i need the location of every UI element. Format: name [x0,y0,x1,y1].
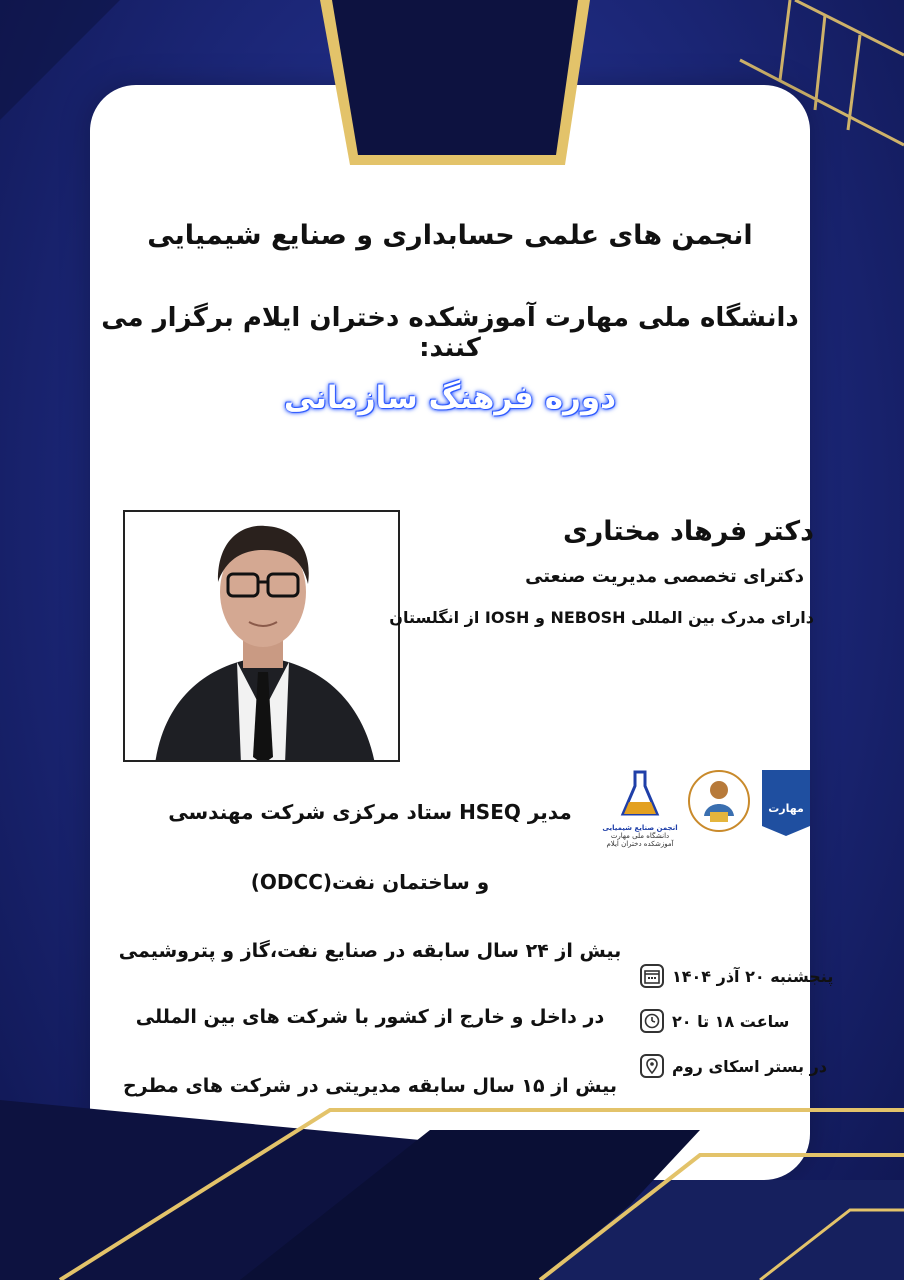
university-logo [760,768,812,858]
chem-logo-line3: آموزشکده دختران ایلام [606,840,674,848]
speaker-certificates: دارای مدرک بین المللی NEBOSH و IOSH از انگلستان [389,608,814,627]
chem-logo-line1: انجمن صنایع شیمیایی [602,824,678,832]
speaker-degree: دکترای تخصصی مدیریت صنعتی [525,566,804,587]
bio-line-5: بیش از ۱۵ سال سابقه مدیریتی در شرکت های مطرح [122,1075,618,1097]
top-ribbon [320,0,590,175]
bio-line-4: در داخل و خارج از کشور با شرکت های بین المللی [135,1006,605,1028]
location-pin-icon [640,1054,664,1078]
course-title: دوره فرهنگ سازمانی [283,380,617,416]
girls-college-logo [688,768,750,858]
host-heading: دانشگاه ملی مهارت آموزشکده دختران ایلام برگزار می کنند: [101,303,799,363]
chem-logo-line2: دانشگاه ملی مهارت [610,832,670,840]
bio-line-3: بیش از ۲۴ سال سابقه در صنایع نفت،گاز و پتروشیمی [118,940,622,962]
event-date-row [640,960,833,992]
event-time-row [640,1005,789,1037]
bio-line-1: مدیر HSEQ ستاد مرکزی شرکت مهندسی [168,800,572,824]
bio-line-2: و ساختمان نفت(ODCC) [250,870,490,894]
speaker-name: دکتر فرهاد مختاری [563,516,814,547]
svg-text:مهارت: مهارت [768,802,804,815]
calendar-icon [640,964,664,988]
event-location-row [640,1050,827,1082]
event-location: در بستر اسکای روم [672,1056,827,1076]
clock-icon [640,1009,664,1033]
logo-strip [600,768,810,868]
speaker-photo [123,510,400,762]
event-date: پنجشنبه ۲۰ آذر ۱۴۰۴ [672,966,834,986]
event-time: ساعت ۱۸ تا ۲۰ [672,1011,790,1031]
organizers-heading: انجمن های علمی حسابداری و صنایع شیمیایی [147,220,753,251]
